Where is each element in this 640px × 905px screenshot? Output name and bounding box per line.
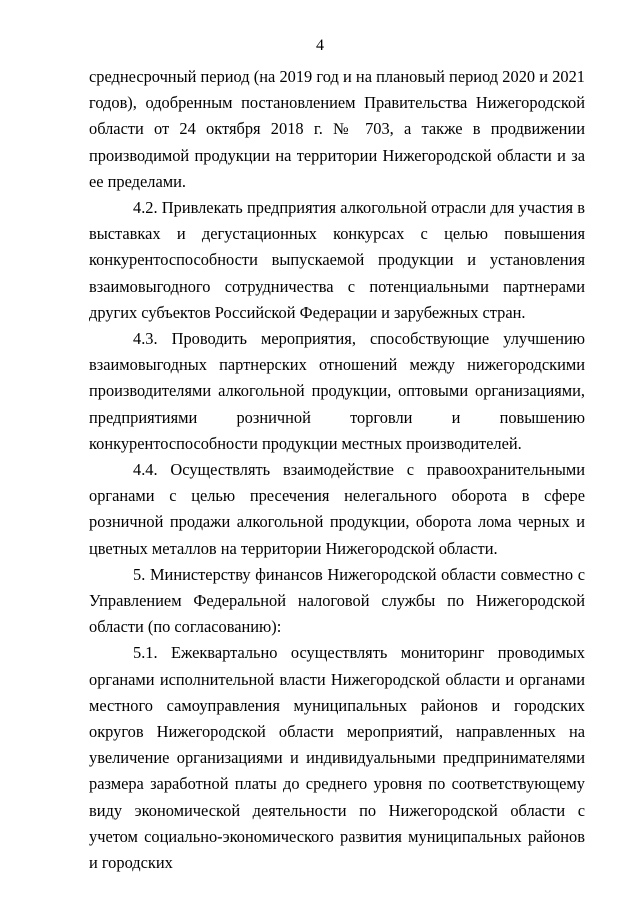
paragraph-4-3: 4.3. Проводить мероприятия, способствующие улучшению взаимовыгодных партнерских отношений между нижегородскими производителями алкогольной продукции, оптовыми организациями, предприятиями розничной торговли и повышению конкурентоспособности продукции местных производителей. xyxy=(89,329,585,453)
paragraph-5: 5. Министерству финансов Нижегородской области совместно с Управлением Федеральной налоговой службы по Нижегородской области (по согласованию): xyxy=(89,564,585,637)
document-body xyxy=(89,64,585,876)
paragraph-continuation: среднесрочный период (на 2019 год и на плановый период 2020 и 2021 годов), одобренным постановлением Правительства Нижегородской области от 24 октября 2018 г. № 703, а также в продвижении производимой продукции на территории Нижегородской области и за ее пределами. xyxy=(89,67,585,191)
paragraph-4-2: 4.2. Привлекать предприятия алкогольной отрасли для участия в выставках и дегустационных конкурсах с целью повышения конкурентоспособности выпускаемой продукции и установления взаимовыгодного сотрудничества с потенциальными партнерами других субъектов Российской Федерации и зарубежных стран. xyxy=(89,198,585,322)
paragraph-5-1: 5.1. Ежеквартально осуществлять мониторинг проводимых органами исполнительной власти Нижегородской области и органами местного самоуправления муниципальных районов и городских округов Нижегородской области мероприятий, направленных на увеличение организациями и индивидуальными предпринимателями размера заработной платы до среднего уровня по соответствующему виду экономической деятельности по Нижегородской области с учетом социально-экономического развития муниципальных районов и городских xyxy=(89,643,585,873)
page-number: 4 xyxy=(316,37,324,54)
paragraph-4-4: 4.4. Осуществлять взаимодействие с правоохранительными органами с целью пресечения нелегального оборота в сфере розничной продажи алкогольной продукции, оборота лома черных и цветных металлов на территории Нижегородской области. xyxy=(89,460,585,558)
